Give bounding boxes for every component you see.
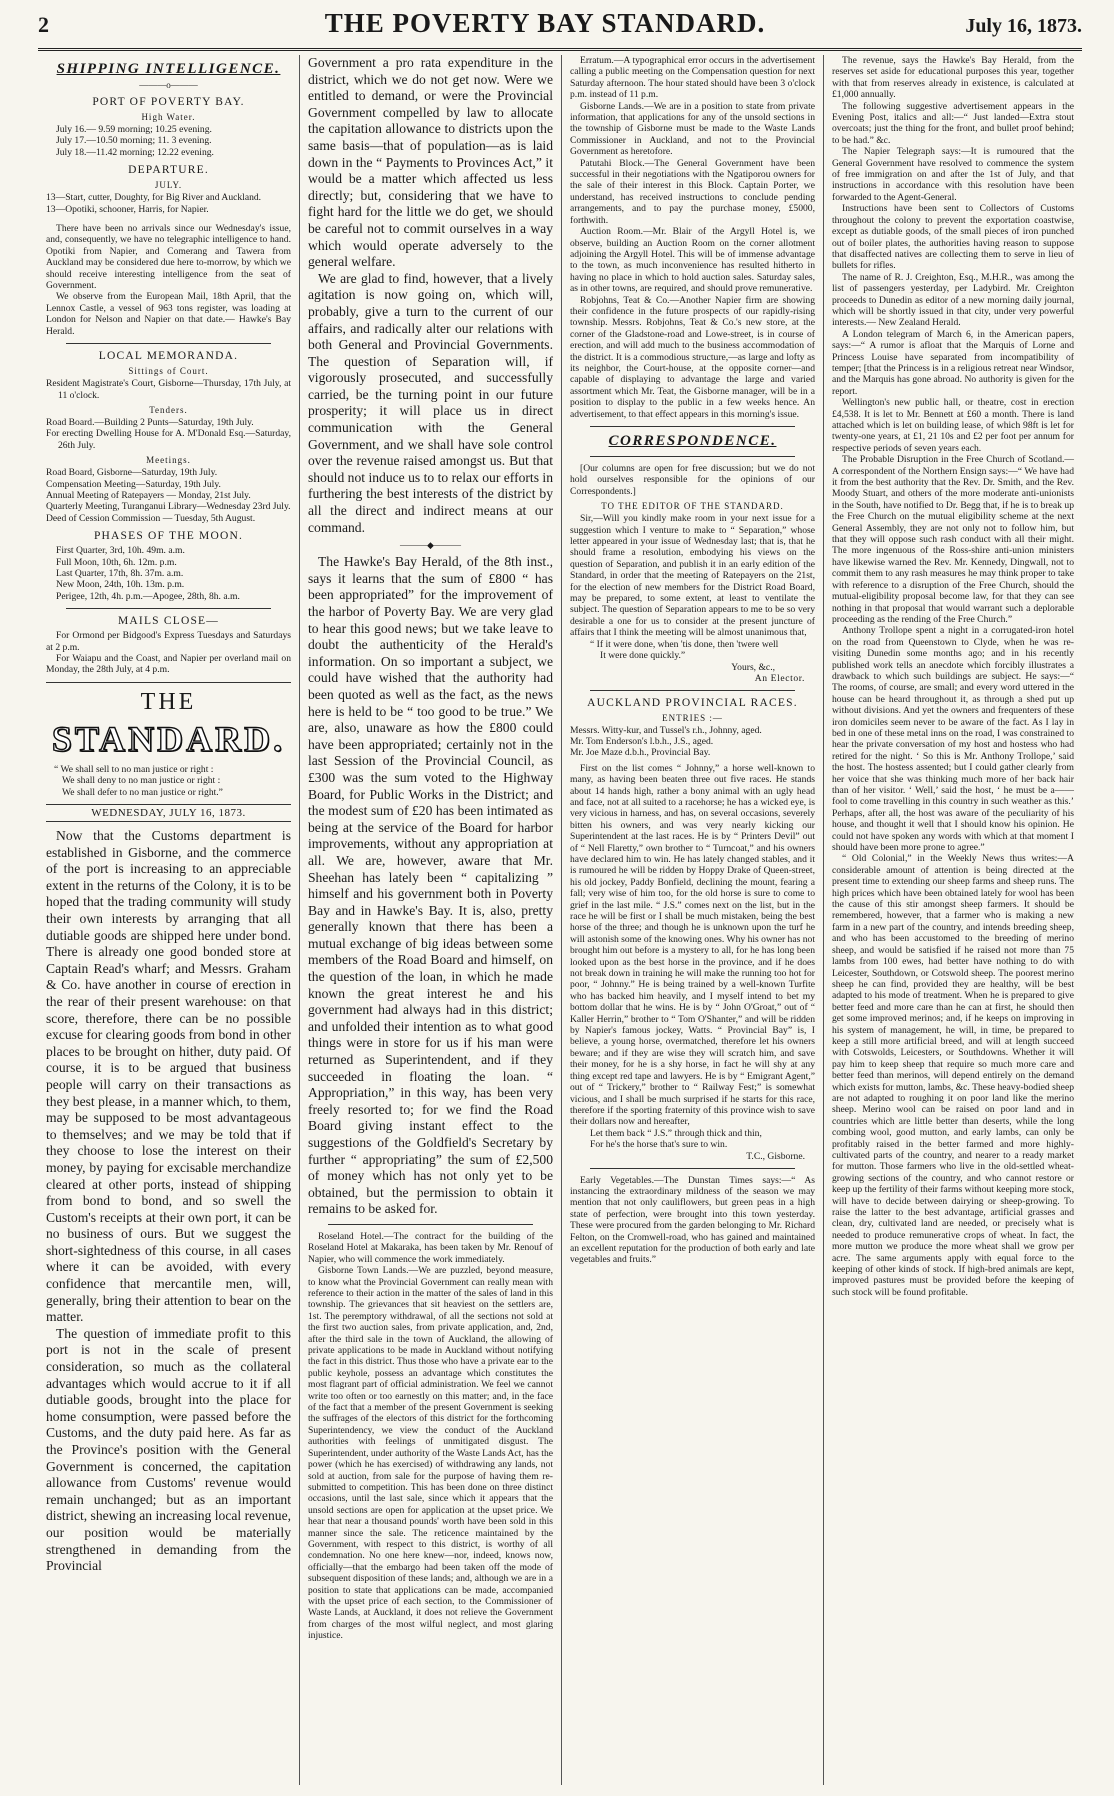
list-item: Road Board, Gisborne—Saturday, 19th July. xyxy=(46,467,218,479)
leader-dateline: WEDNESDAY, JULY 16, 1873. xyxy=(46,804,291,822)
departure-subheading: JULY. xyxy=(154,180,183,191)
ornament: ———o——— xyxy=(139,80,198,90)
column-1 xyxy=(38,55,300,1785)
news-item: The Probable Disruption in the Free Church of Scotland.—A correspondent of the Northern Ensign says:—“ We have had it from the best authority that the Rev. Dr. Smith, and the Rev. Moody Stuart, and others of the more moderate anti-unionists in the South, have notified to Dr. Begg that, if he is to break up the Free Church on the mutual eligibility scheme at the next General Assembly, they are not only not to follow him, but that they will oppose such rash conduct with all their might. The more ingenuous of the Ross-shire anti-union ministers have likewise warned the Rev. Mr. Kennedy, Dingwall, not to commit them to any rash measures he may think proper to take with reference to a disruption of the Free Church, should the mutual-eligibility proposal become law, for that they can see nothing in that proposal that would warrant such a deplorable proceeding as the rending of the Free Church.” xyxy=(832,454,1074,625)
roseland-hotel-item: Roseland Hotel.—The contract for the building of the Roseland Hotel at Makaraka, has been taken by Mr. Renouf of Napier, who will commence the work immediately. xyxy=(308,1230,553,1265)
town-lands-item: Gisborne Town Lands.—We are puzzled, beyond measure, to know what the Provincial Government can really mean with reference to their action in the matter of the sales of land in this township. The grievances that sit heaviest on the settlers are, 1st. The peremptory withdrawal, of all the sections not sold at the first two auction sales, from private application, and, 2nd, after the third sale in the town of Auckland, the allowing of private applications to be made in Auckland without notifying the fact in this district. Thus those who have a private ear to the public keyhole, possess an advantage which constitutes the most flagrant part of official administration. We feel we cannot write too often or too earnestly on this matter; and, in the face of the fact that a member of the present Government is seeking the suffrages of the electors of this district for the forthcoming Superintendency, we view the conduct of the Auckland authorities with feelings of unmitigated disgust. The Superintendent, under authority of the Waste Lands Act, has the power (which he has exercised) of withdrawing any lands, not sold at auction, from sale for the purpose of having them re-submitted to competition. This has been done on three distinct occasions, until the last sale, since which it appears that the unsold sections are open for application at the upset price. We hear that near a thousand pounds' worth have been sold in this manner since the sale. The reticence maintained by the Government, with respect to this district, is worthy of all condemnation. No one here knew—nor, indeed, knows now, officially—that the embargo had been taken off the mode of subsequent disposition of these lands; and, although we are in a position to state that applications can be made, accompanied with the upset price of each section, to the Commissioner of Waste Lands, at Auckland, it does not relieve the Government from charges of the most wilful neglect, and most glaring injustice. xyxy=(308,1265,553,1642)
motto-line: We shall defer to no man justice or right.” xyxy=(62,786,223,798)
list-item: Annual Meeting of Ratepayers — Monday, 21st July. xyxy=(46,489,251,501)
list-item: Mr. Joe Maze d.b.h., Provincial Bay. xyxy=(570,747,711,759)
list-item: Deed of Cession Commission — Tuesday, 5th August. xyxy=(46,512,256,524)
couplet xyxy=(570,1128,815,1151)
early-vegetables-item: Early Vegetables.—The Dunstan Times says:—“ As instancing the extraordinary mildness of the season we may mention that not only cauliflowers, but green peas in a high state of perfection, were brought into this town yesterday. These were procured from the garden belonging to Mr. Richard Felton, on the Cromwell-road, who has gained and maintained an excellent reputation for the production of both early and late vegetables and fruits.” xyxy=(570,1174,815,1266)
mails-list xyxy=(46,630,291,676)
meetings-heading: Meetings. xyxy=(146,455,191,466)
races-body: First on the list comes “ Johnny,” a horse well-known to many, as having been beaten three out five races. He stands about 14 hands high, rather a bony animal with an ugly head and face, not at all suited to a racehorse; he has a wicked eye, is very vicious in harness, and has, on several occasions, severely bitten his owners, and was very nearly kicking our Superintendent at the last races. He is by “ Printers Devil” out of “ Nell Flaretty,” own brother to “ Turncoat,” and his owners have declared him to win. He has lately changed stables, and it is rumoured he will be ridden by Hoppy Drake of Queen-street, his old jockey, Paddy Bonfield, declining the mount, fearing a fall; very wise of him too, for the old horse is sure to come to grief in the last mile. “ J.S.” comes next on the list, but in the race he will be first or I shall be much mistaken, being the best horse of the three; and though he is unknown upon the turf he will astonish some of the knowing ones. Why his owner has not brought him out before is a mystery to all, for he has long been looked upon as the best horse in the province, and if he does not break down in training he will make the running too hot for poor, “ Johnny.” He is being trained by a well-known Turfite who has backed him heavily, and I myself intend to bet my bottom dollar that he wins. He is by “ John O'Groat,” out of “ Kaller Herrin,” brother to “ Tom O'Shanter,” and will be ridden by Napier's famous jockey, Watts. “ Provincial Bay” is, I believe, a young horse, overmatched, therefore let his owners beware; and if they are wise they will scratch him, and save their money, for he is a shy horse, in fact he will shy at any thing except red tape and lawyers. He is by “ Emigrant Agent,” out of “ Trickery,” brother to “ Railway Fest;” is somewhat vicious, and I shall be much surprised if he starts for this race, therefore if the sporting fraternity of this province wish to save their dollars now and hereafter, xyxy=(570,762,815,1128)
issue-date: July 16, 1873. xyxy=(965,15,1082,37)
divider xyxy=(328,1224,533,1225)
divider xyxy=(66,608,271,609)
motto-line: “ We shall sell to no man justice or right : xyxy=(54,763,214,775)
departure-list xyxy=(46,192,291,215)
patutahi-item: Patutahi Block.—The General Government have been successful in their negotiations with the Ngatiporou owners for the sale of their interest in this Block. Captain Porter, we understand, has received instructions to conclude pending arrangements, and to pay the purchase money, £5000, forthwith. xyxy=(570,157,815,226)
list-item: New Moon, 24th, 10h. 13m. p.m. xyxy=(56,579,185,591)
list-item: 13—Opotiki, schooner, Harris, for Napier. xyxy=(46,203,209,215)
to-editor-heading: TO THE EDITOR OF THE STANDARD. xyxy=(601,501,784,512)
harbor-paragraph: The Hawke's Bay Herald, of the 8th inst., says it learns that the sum of £800 “ has been appropriated” for the improvement of the harbor of Poverty Bay. We are very glad to hear this good news; but we take leave to doubt the authenticity of the Herald's information. On so important a subject, we could have wished that the authority had been quoted as well as the fact, as the news here is held to be “ too good to be true.” We are, also, unaware as how the £800 could have been appropriated; certainly not in the last Session of the Provincial Council, as £300 was the sum voted to the Highway Board, for Public Works in the District; and the modest sum of £20 has been intimated as being at the service of the Board for harbor improvements, without any appropriation at all. We are, however, aware that Mr. Sheehan has lately been “ capitalizing ” himself and his government both in Poverty Bay and in Hawke's Bay. It is, also, pretty generally known that there has been a mutual exchange of big ideas between some members of the Road Board and himself, on the question of the loan, in which he made known the great interest he and his government had always had in this district; and unfolded their intention as to what good things were in store for us if his man were returned as Superintendent, and if they succeeded in floating the loan. “ Appropriation,” in this way, has been very freely resorted to; for we find the Road Board giving instant effect to the suggestions of the Goldfield's Secretary by further “ appropriating” the sum of £2,500 of money which has not only yet to be obtained, but the permission to obtain it remains to be asked for. xyxy=(308,554,553,1217)
ornament: ———◆——— xyxy=(400,540,461,551)
quotation xyxy=(570,639,815,662)
divider xyxy=(590,1168,795,1169)
list-item: Road Board.—Building 2 Punts—Saturday, 19th July. xyxy=(46,416,254,428)
list-item: 13—Start, cutter, Doughty, for Big River and Auckland. xyxy=(46,192,262,204)
divider xyxy=(590,456,795,457)
news-item: Anthony Trollope spent a night in a corrugated-iron hotel on the road from Queenstown to Clyde, when he was re-visiting Dunedin some months ago; and in his recently published work tells an anecdote which forcibly illustrates a drawback to which such buildings are subject. He says:—“ The rooms, of course, are small; and every word uttered in the house can be heard throughout it, as through a shed put up without divisions. And yet the owners and frequenters of these iron domiciles seem never to be aware of the fact. As I lay in bed in one of these metal inns on the road, I was constrained to hear the private conversation of my host and hostess who had retired for the night. ‘ So this is Mr. Anthony Trollope,’ said the host. The hostess assented; but I could gather clearly from her voice that she was thinking much more of her back hair than of her visitor. ‘ Well,’ said the host, ‘ he must be a——fool to come travelling in this country in such weather as this.’ Perhaps, after all, the host was aware of the peculiarity of his house, and thought it well that I should know his opinion. He could not have spoken any words with which at that moment I should have been more prone to agree.” xyxy=(832,625,1074,854)
mails-heading: MAILS CLOSE— xyxy=(118,615,219,628)
high-water-list xyxy=(46,124,291,158)
columns xyxy=(38,55,1082,1785)
high-water-heading: High Water. xyxy=(141,112,196,122)
couplet-line: For he's the horse that's sure to win. xyxy=(590,1139,728,1151)
list-item: Full Moon, 10th, 6h. 12m. p.m. xyxy=(56,556,177,568)
list-item: Mr. Tom Enderson's l.b.h., J.S., aged. xyxy=(570,735,714,747)
news-item: “ Old Colonial,” in the Weekly News thus writes:—A considerable amount of attention is being directed at the present time to extending our sheep farms and sheep runs. The high prices which have been obtained lately for wool has been the cause of this stir amongst sheep farmers. It should be remembered, however, that a farmer who is making a new farm in a new part of the country, and intends breeding sheep, and who has been accustomed to the breeding of merino sheep, and would be satisfied if he raised not more than 75 lambs from 100 ewes, had better have nothing to do with Leicester, Southdown, or Cotswold sheep. The poorest merino sheep he can find, provided they are healthy, will be best adapted to his mode of treatment. When he is prepared to give better feed and more care than he can at first, he should then get some improved merinos; and, if he keeps on improving in his system of management, he will, in time, be prepared to keep a still more artificial breed, and will at length succeed with Cotswolds, Leicesters, or Southdowns. Whether it will pay him to keep sheep that require so much more care and better feed than merinos, will depend entirely on the demand which exists for mutton, lambs, &c. These heavy-bodied sheep are not adapted to roughing it on poor land like the merino sheep. Merino wool can be raised on poor land and in countries which are little better than deserts, while the long combing wool, good mutton, and early lambs, can only be profitably raised in the better farmed and more highly-cultivated parts of the country, and nearer to a ready market for mutton. Those farmers who live in the old-settled wheat-growing sections of the country, and who cannot restore or keep up the fertility of their farms without keeping more stock, will have to decide between dairying or sheep-growing. To raise the latter to the best advantage, artificial grasses and clean, dry, cultivated land are needed, or precisely what is needed to produce remunerative crops of wheat. In fact, the more mutton we produce the more wheat shall we grow per acre. The same arguments apply with equal force to the keeping of other kinds of stock. If high-bred animals are kept, improved pastures must be provided before the keeping of such stock will be found profitable. xyxy=(832,853,1074,1298)
court-heading: Sittings of Court. xyxy=(128,366,209,377)
divider xyxy=(590,690,795,691)
masthead xyxy=(38,8,1082,51)
motto xyxy=(46,764,291,798)
robjohns-item: Robjohns, Teat & Co.—Another Napier firm are showing their confidence in the future prospects of our rapidly-rising township. Messrs. Robjohns, Teat & Co.'s new store, at the corner of the Gladstone-road and Lowe-street, is in course of erection, and will add much to the business accommodation of the district. It is a commodious structure,—as large and lofty as its neighbor, the Court-house, at the opposite corner—and capable of displaying to advantage the large and varied assortment which Mr. Teat, the Gisborne manager, will be in a position to display to the public in a few weeks hence. An advertisement, to that effect appears in this morning's issue. xyxy=(570,294,815,420)
divider xyxy=(66,343,271,344)
entries-list xyxy=(570,725,815,759)
list-item: Last Quarter, 17th, 8h. 37m. a.m. xyxy=(56,567,184,579)
column-4 xyxy=(824,55,1082,1785)
letter-signature: An Elector. xyxy=(754,672,805,684)
mail-paragraph: We observe from the European Mail, 18th April, that the Lennox Castle, a vessel of 963 tons register, was loading at London for Nelson and Napier on that date.— Hawke's Bay Herald. xyxy=(46,291,291,337)
list-item: Quarterly Meeting, Turanganui Library—Wednesday 23rd July. xyxy=(46,501,291,513)
correspondence-note: [Our columns are open for free discussion; but we do not hold ourselves responsible for the opinions of our Correspondents.] xyxy=(570,463,815,497)
moon-heading: PHASES OF THE MOON. xyxy=(93,530,244,543)
entries-heading: ENTRIES :— xyxy=(662,712,723,723)
quotation-line: “ If it were done, when 'tis done, then 'twere well xyxy=(590,638,779,650)
divider xyxy=(590,426,795,427)
motto-line: We shall deny to no man justice or right : xyxy=(62,775,221,787)
list-item: July 17.—10.50 morning; 11. 3 evening. xyxy=(56,135,212,147)
gisborne-lands-item: Gisborne Lands.—We are in a position to state from private information, that applications for any of the unsold sections in the township of Gisborne must be made to the Waste Lands Commissioner in Auckland, and not to the Provincial Government as heretofore. xyxy=(570,100,815,158)
couplet-line: Let them back “ J.S.” through thick and thin, xyxy=(590,1127,762,1139)
newspaper-title: THE POVERTY BAY STANDARD. xyxy=(324,8,766,38)
races-heading: AUCKLAND PROVINCIAL RACES. xyxy=(587,696,798,709)
news-item: The following suggestive advertisement appears in the Evening Post, italics and all:—“ Just landed—Extra stout overcoats; just the thing for the front, and bullet proof behind; to be had.” &c. xyxy=(832,100,1074,146)
meetings-list xyxy=(46,467,291,524)
standard-nameplate: STANDARD. xyxy=(51,718,286,759)
list-item: Perigee, 12th, 4h. p.m.—Apogee, 28th, 8h. a.m. xyxy=(56,590,240,602)
shipping-heading: SHIPPING INTELLIGENCE. xyxy=(56,61,281,77)
letter-body: Sir,—Will you kindly make room in your next issue for a suggestion which I venture to make to “ Separation,” whose letter appeared in your issue of Wednesday last; that is, that he should frame a resolution, embodying his views on the question of Separation, and publish it in an early edition of the Standard, in order that the meeting of Ratepayers on the 21st, for the election of new members for the District Road Board, may be prepared, to some extent, at least to ventilate the subject. The question of Separation appears to me to be so very desirable a one for us to consider at the present juncture of affairs that I think the meeting will be almost unanimous that, xyxy=(570,513,815,639)
standard-the-label: THE xyxy=(140,688,197,715)
leader-continued: Government a pro rata expenditure in the district, which we do not get now. Were we entitled to demand, or were the Provincial Government compelled by law to allocate the capitation allowance to districts upon the same basis—that of population—as is laid down in the “ Payments to Provinces Act,” it would be a matter which affected us less directly; but, considering that we have to fight hard for the little we do get, we should be careful not to commit ourselves in a way which would operate adversely to the general welfare. xyxy=(308,55,553,270)
correspondence-heading: CORRESPONDENCE. xyxy=(608,433,777,449)
column-2 xyxy=(300,55,562,1785)
list-item: Compensation Meeting—Saturday, 19th July. xyxy=(46,478,221,490)
local-memoranda-heading: LOCAL MEMORANDA. xyxy=(98,350,239,363)
leader-paragraph: We are glad to find, however, that a lively agitation is now going on, which will, probably, give a turn to the current of our affairs, and radically alter our relations with both General and Provincial Governments. The question of Separation will, if vigorously prosecuted, and successfully carried, be the turning point in our future prosperity; it will place us in direct communication with the General Government, and we shall have sole control over the revenue raised amongst us. But that should not induce us to to relax our efforts in furthering the best interests of the district by all the direct and indirect means at our command. xyxy=(308,270,553,535)
divider xyxy=(46,682,291,683)
court-item: Resident Magistrate's Court, Gisborne—Thursday, 17th July, at 11 o'clock. xyxy=(46,378,291,401)
list-item: Messrs. Witty-kur, and Tussel's r.h., Johnny, aged. xyxy=(570,724,762,736)
news-item: Instructions have been sent to Collectors of Customs throughout the colony to prevent the exportation coastwise, except as dutiable goods, of the small pieces of iron punched out of boiler plates, the authorities having reason to suppose that disaffected natives are collecting them to serve in lieu of bullets for rifles. xyxy=(832,203,1074,272)
page-number: 2 xyxy=(38,12,49,37)
letter-closing: Yours, &c., xyxy=(731,661,775,673)
list-item: For Ormond per Bidgood's Express Tuesdays and Saturdays at 2 p.m. xyxy=(46,630,291,653)
erratum-item: Erratum.—A typographical error occurs in the advertisement calling a public meeting on the Compensation question for next Saturday afternoon. The hour stated should have been 3 o'clock p.m. instead of 11 p.m. xyxy=(570,55,815,101)
leader-paragraph: Now that the Customs department is established in Gisborne, and the commerce of the port is increasing to an appreciable extent in the returns of the Colony, it is to be hoped that the trading community will study their own interests by arranging that all dutiable goods are shipped here under bond. There is already one good bonded store at Captain Read's wharf; and Messrs. Graham & Co. have another in course of erection in the rear of their present warehouse: on that score, therefore, there can be no possible excuse for clearing goods from bond in other places to be brought on hither, duty paid. Of course, it is to be argued that business people will carry on their transactions as they best please, in a manner which, to them, may be supposed to be most advantageous to themselves; and we may be told that if they choose to lose the interest on their money, by paying for excisable merchandize cleared at other ports, instead of shipping from bond to bond, and so swell the Custom's receipts at their own port, it can be no business of ours. But we suggest the short-sightedness of this course, in all cases where it can be avoided, with every confidence that mercantile men, will, generally, bring their attention to bear on the matter. xyxy=(46,828,291,1325)
auction-room-item: Auction Room.—Mr. Blair of the Argyll Hotel is, we observe, building an Auction Room on the corner allotment adjoining the Argyll Hotel. This will be of immense advantage to the town, as much inconvenience has resulted hitherto in having no place in which to hold auction sales. Saturday sales, as in other towns, are required, and should prove remunerative. xyxy=(570,226,815,295)
arrivals-paragraph: There have been no arrivals since our Wednesday's issue, and, consequently, we have no telegraphic intelligence to hand. Opotiki from Napier, and Comerang and Tawera from Auckland may be considered due here to-morrow, by which we should receive interesting intelligence from the seat of Government. xyxy=(46,223,291,292)
leader-paragraph: The question of immediate profit to this port is not in the scale of present consideration, so much as the collateral advantages which would accrue to it if all dutiable goods, brought into the place for home consumption, were passed before the Customs, and the duty paid here. As far as the Province's position with the General Government is concerned, the capitation allowance from Customs' revenue would remain unchanged; but as an important district, shewing an increasing local revenue, our position would be materially strengthened in demanding from the Provincial xyxy=(46,1325,291,1574)
port-heading: PORT OF POVERTY BAY. xyxy=(92,96,245,108)
news-item: The name of R. J. Creighton, Esq., M.H.R., was among the list of passengers yesterday, per Ladybird. Mr. Creighton proceeds to Dunedin as editor of a new morning daily journal, which will be shortly issued in that city, under very powerful interests.— New Zealand Herald. xyxy=(832,271,1074,329)
news-item: The Napier Telegraph says:—It is rumoured that the General Government have resolved to commence the system of free immigration on and after the 1st of July, and that instructions in accordance with this resolution have been forwarded to the Agent-General. xyxy=(832,146,1074,203)
news-item: A London telegram of March 6, in the American papers, says:—“ A rumor is afloat that the Marquis of Lorne and Princess Louise have separated from incompatibility of temper; [that the Princess is in a religious retreat near Windsor, and the Marquis has gone abroad. No authority is given for the report. xyxy=(832,328,1074,397)
races-signature: T.C., Gisborne. xyxy=(746,1150,805,1162)
list-item: First Quarter, 3rd, 10h. 49m. a.m. xyxy=(56,545,185,557)
column-3 xyxy=(562,55,824,1785)
list-item: For Waiapu and the Coast, and Napier per overland mail on Monday, the 28th July, at 4 p.m. xyxy=(46,653,291,676)
list-item: For erecting Dwelling House for A. M'Donald Esq.—Saturday, 26th July. xyxy=(46,428,291,451)
moon-list xyxy=(46,545,291,602)
news-item: Wellington's new public hall, or theatre, cost in erection £4,538. It is let to Mr. Bennett at £60 a month. There is land attached which is let on building lease, of which 98ft is let for twenty-one years, at £1, 21 10s and £2 per foot per annum for respective periods of seven years each. xyxy=(832,397,1074,454)
departure-heading: DEPARTURE. xyxy=(128,164,209,177)
list-item: July 18.—11.42 morning; 12.22 evening. xyxy=(56,146,214,158)
list-item: July 16.— 9.59 morning; 10.25 evening. xyxy=(56,124,212,135)
tenders-heading: Tenders. xyxy=(149,404,188,415)
news-item: The revenue, says the Hawke's Bay Herald, from the reserves set aside for educational purposes this year, together with that from reserves already in existence, is calculated at £1,000 annually. xyxy=(832,55,1074,101)
quotation-line: It were done quickly.” xyxy=(600,650,686,662)
tenders-list xyxy=(46,417,291,451)
